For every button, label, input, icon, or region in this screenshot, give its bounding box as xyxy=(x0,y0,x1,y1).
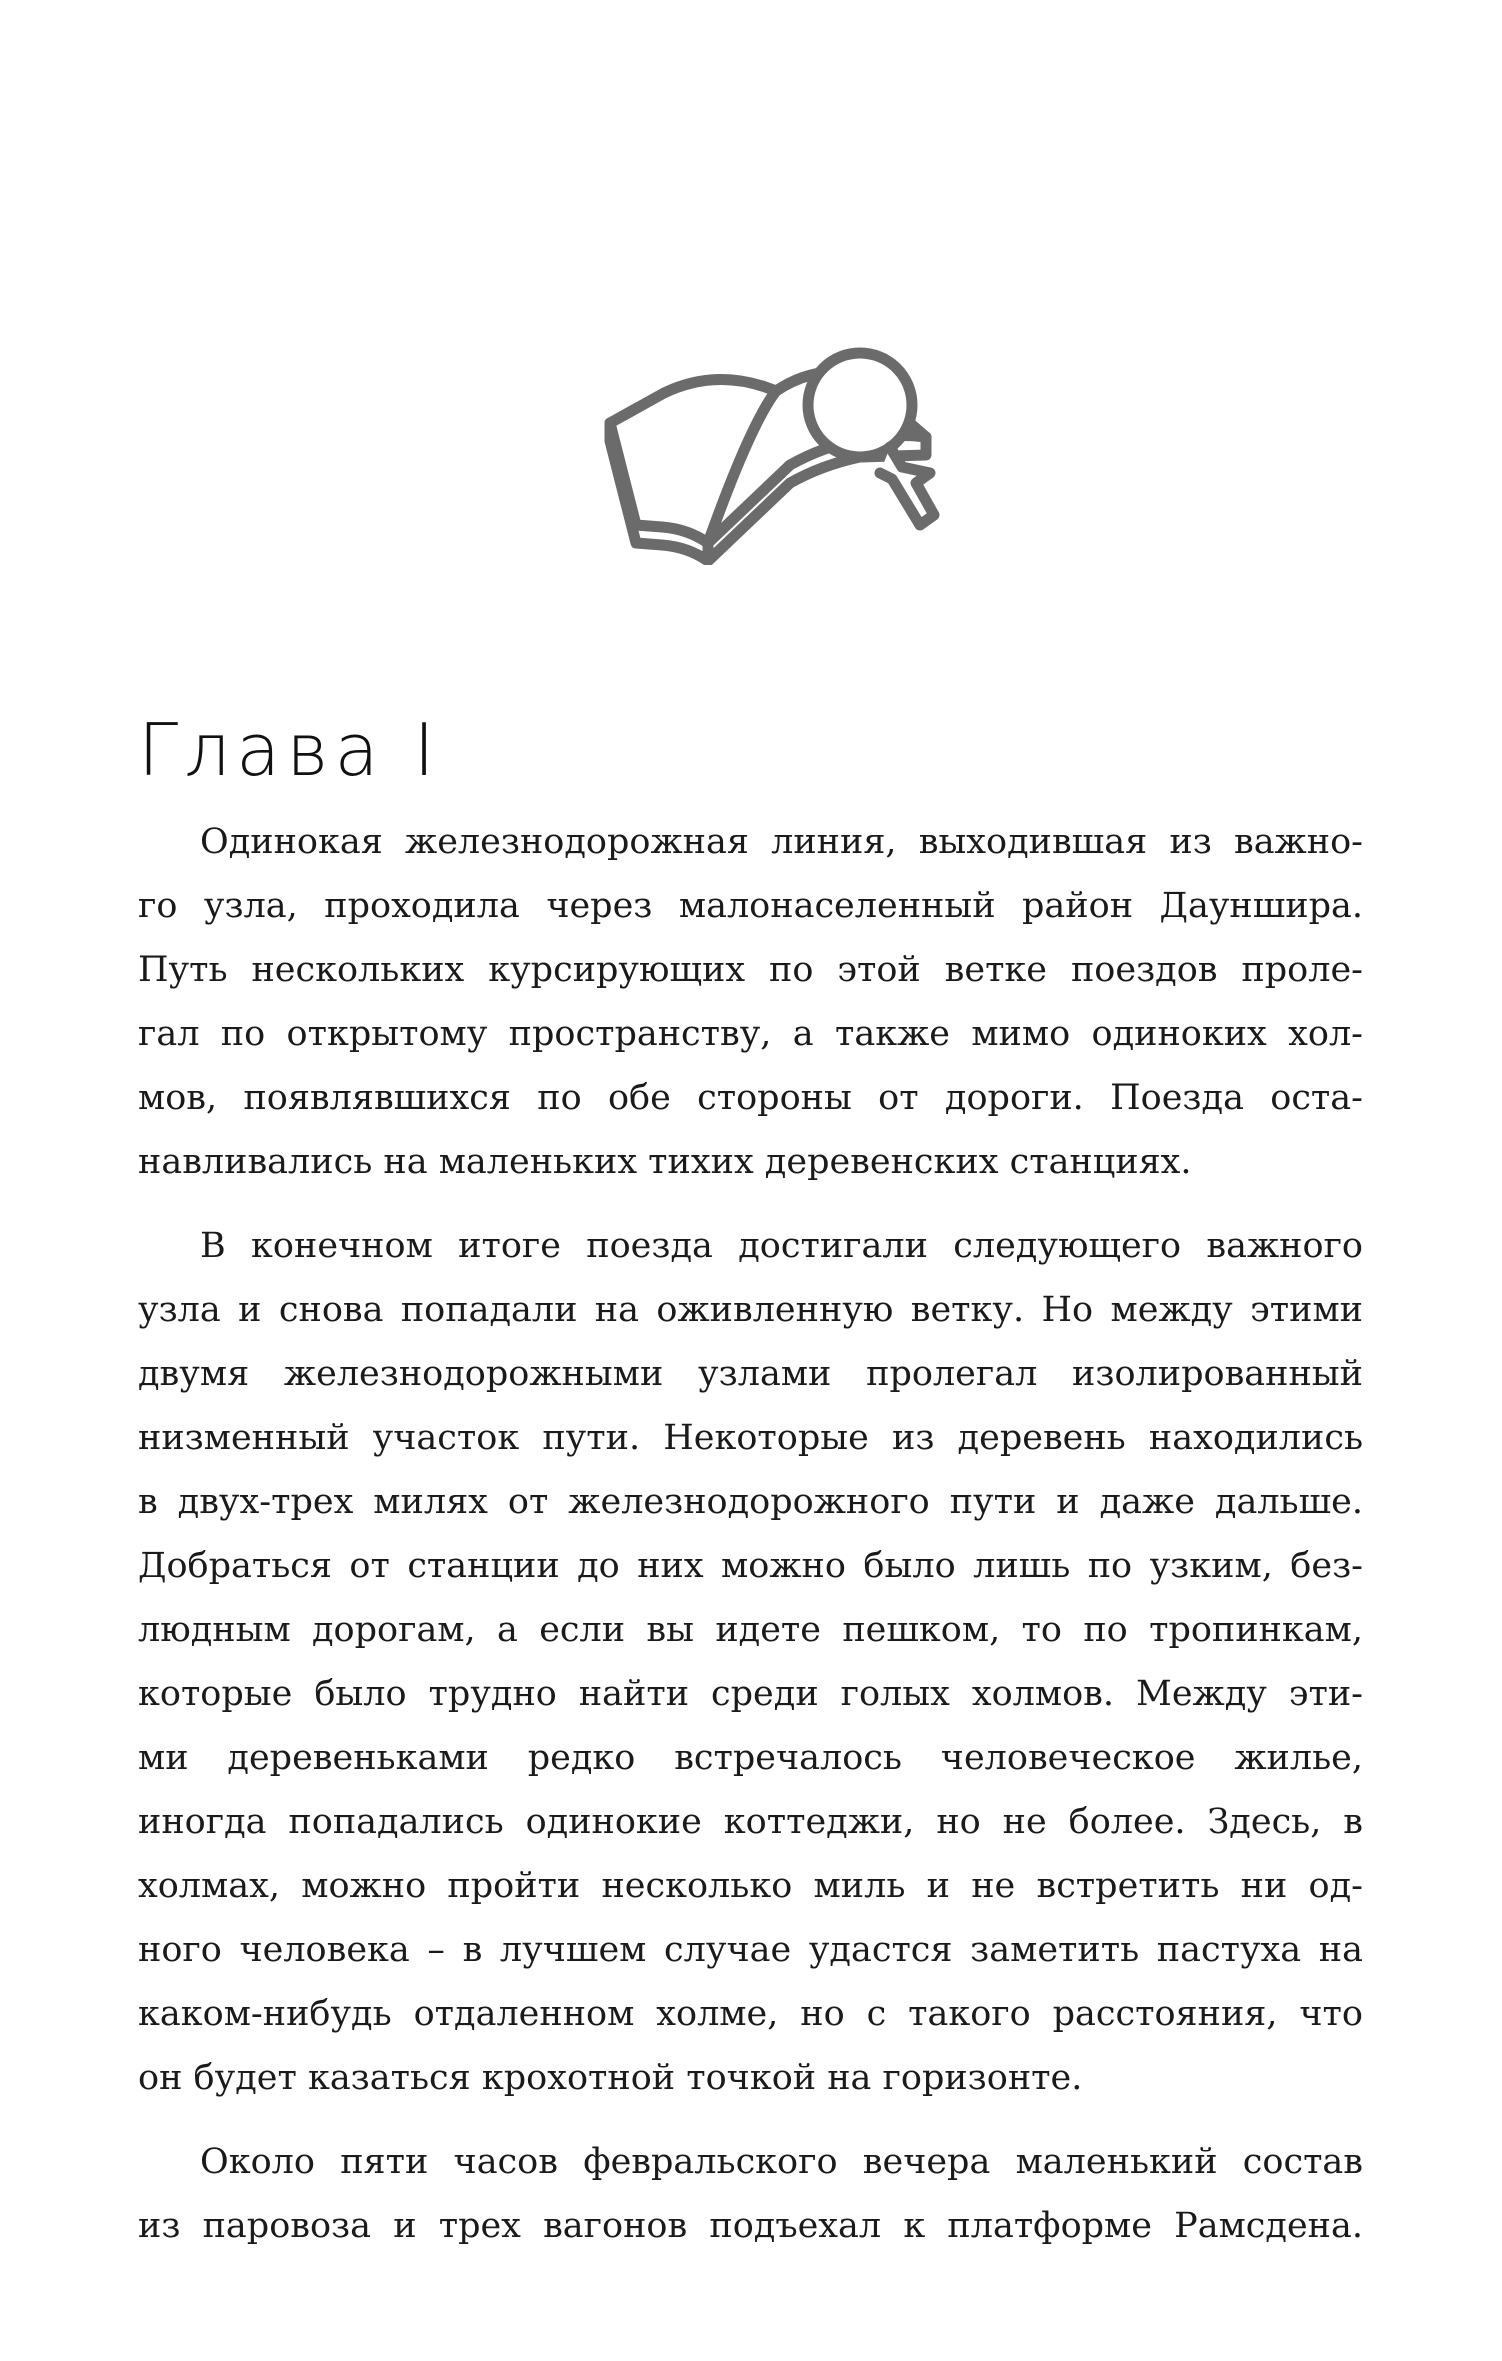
paragraph-3 xyxy=(138,2130,1363,2258)
text-line: в двух-трех милях от железнодорожного пути и даже дальше. xyxy=(138,1482,1363,1522)
text-line: Около пяти часов февральского вечера маленький состав xyxy=(200,2142,1363,2182)
text-line: го узла, проходила через малонаселенный район Дауншира. xyxy=(138,886,1363,926)
text-line: Путь нескольких курсирующих по этой ветке поездов проле- xyxy=(138,950,1363,990)
text-line: людным дорогам, а если вы идете пешком, то по тропинкам, xyxy=(138,1610,1363,1650)
chapter-text xyxy=(138,810,1363,2258)
text-line: гал по открытому пространству, а также мимо одиноких хол- xyxy=(138,1014,1363,1054)
text-line: навливались на маленьких тихих деревенских станциях. xyxy=(138,1142,1192,1182)
text-line: каком-нибудь отдаленном холме, но с такого расстояния, что xyxy=(138,1994,1363,2034)
text-line: ми деревеньками редко встречалось человеческое жилье, xyxy=(138,1738,1363,1778)
text-line: ного человека – в лучшем случае удастся заметить пастуха на xyxy=(138,1930,1363,1970)
text-line: Добраться от станции до них можно было лишь по узким, без- xyxy=(138,1546,1363,1586)
text-line: В конечном итоге поезда достигали следующего важного xyxy=(200,1226,1363,1266)
text-line: он будет казаться крохотной точкой на горизонте. xyxy=(138,2058,1083,2098)
book-magnifier-icon xyxy=(590,315,970,565)
paragraph-1 xyxy=(138,810,1363,1194)
text-line: мов, появлявшихся по обе стороны от дороги. Поезда оста- xyxy=(138,1078,1363,1118)
text-line: узла и снова попадали на оживленную ветку. Но между этими xyxy=(138,1290,1363,1330)
paragraph-2 xyxy=(138,1214,1363,2110)
chapter-title: Глава I xyxy=(138,708,441,792)
text-line: низменный участок пути. Некоторые из деревень находились xyxy=(138,1418,1363,1458)
text-line: которые было трудно найти среди голых холмов. Между эти- xyxy=(138,1674,1363,1714)
text-line: иногда попадались одинокие коттеджи, но не более. Здесь, в xyxy=(138,1802,1363,1842)
text-line: холмах, можно пройти несколько миль и не встретить ни од- xyxy=(138,1866,1363,1906)
text-line: Одинокая железнодорожная линия, выходившая из важно- xyxy=(200,822,1363,862)
text-line: из паровоза и трех вагонов подъехал к платформе Рамсдена. xyxy=(138,2206,1363,2246)
text-line: двумя железнодорожными узлами пролегал изолированный xyxy=(138,1354,1363,1394)
